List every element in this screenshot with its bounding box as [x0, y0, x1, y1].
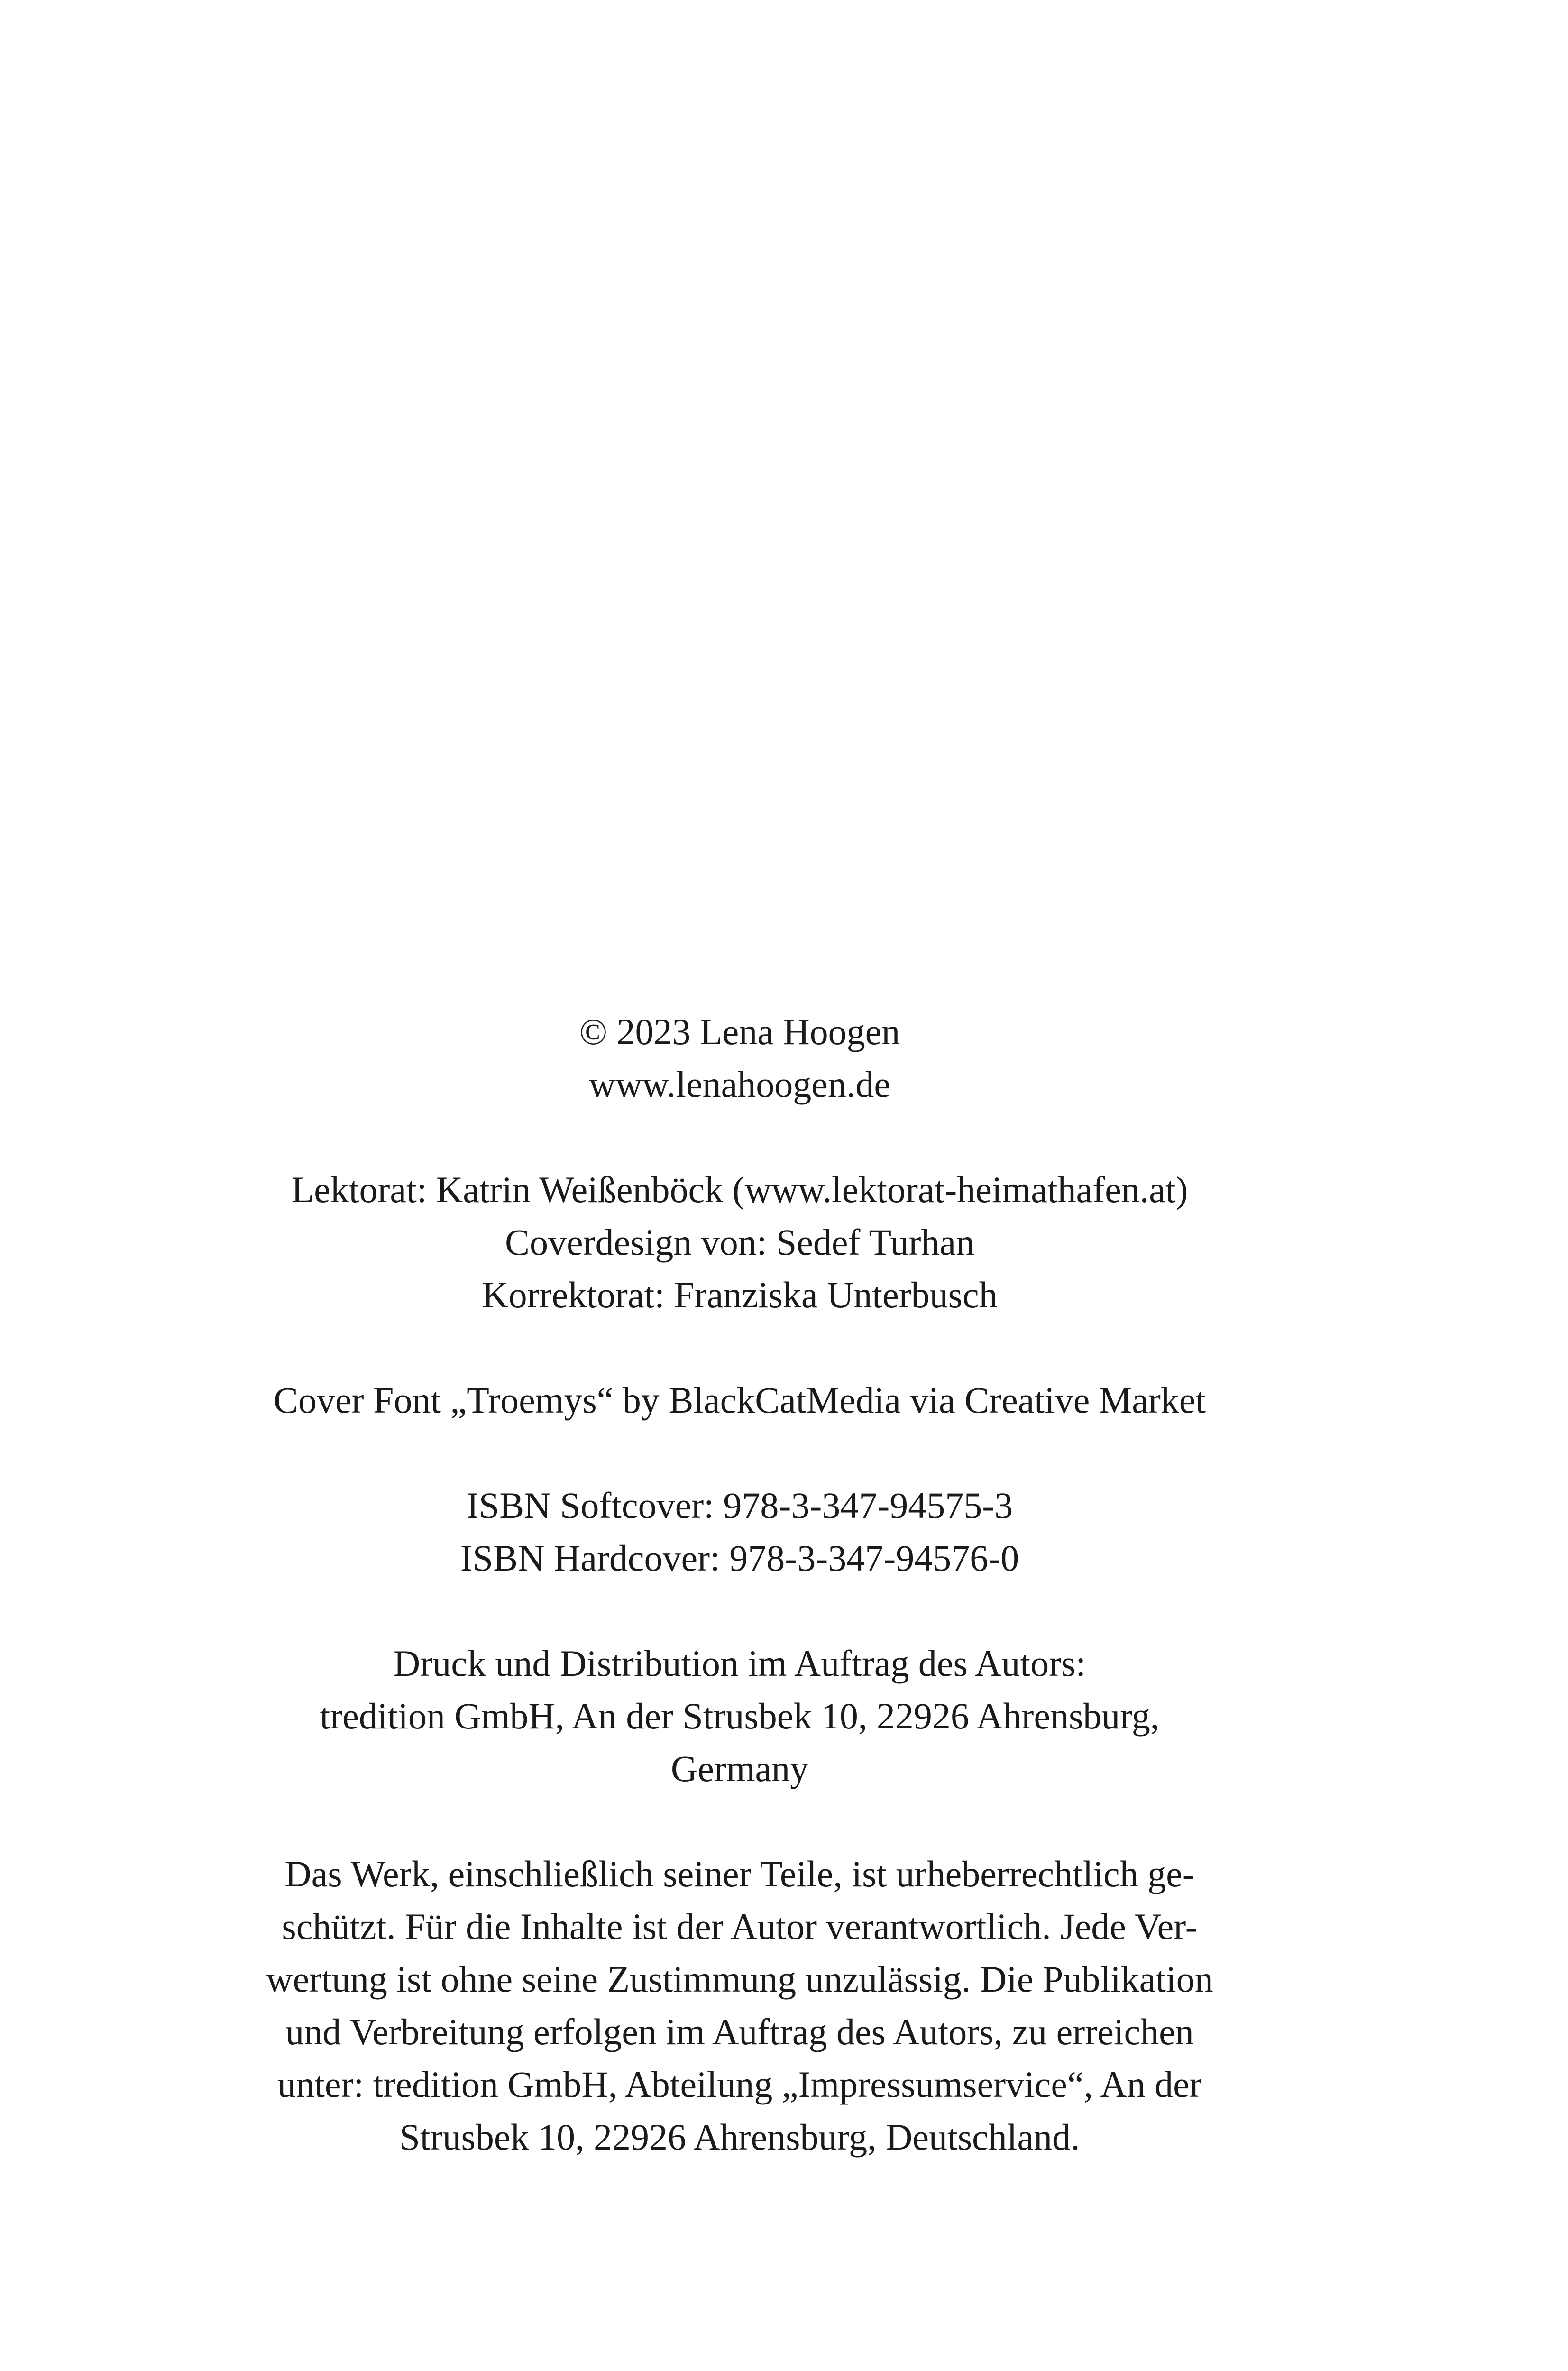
print-distribution-block	[180, 1637, 1299, 1795]
legal-notice	[180, 1847, 1299, 2163]
legal-line: schützt. Für die Inhalte ist der Autor verantwortlich. Jede Ver-	[282, 1906, 1198, 1947]
author-website: www.lenahoogen.de	[588, 1064, 891, 1105]
imprint-page	[180, 1005, 1299, 2163]
font-credit-block	[180, 1374, 1299, 1426]
print-line-1: Druck und Distribution im Auftrag des Autors:	[393, 1643, 1086, 1684]
legal-line: Strusbek 10, 22926 Ahrensburg, Deutschland.	[399, 2116, 1080, 2158]
legal-line: wertung ist ohne seine Zustimmung unzulässig. Die Publikation	[266, 1958, 1213, 2000]
lektorat-credit: Lektorat: Katrin Weißenböck (www.lektorat-heimathafen.at)	[291, 1169, 1188, 1210]
coverdesign-credit: Coverdesign von: Sedef Turhan	[504, 1222, 975, 1263]
cover-font-credit: Cover Font „Troemys“ by BlackCatMedia via Creative Market	[273, 1379, 1206, 1421]
credits-block	[180, 1163, 1299, 1321]
legal-line: unter: tredition GmbH, Abteilung „Impressumservice“, An der	[277, 2064, 1202, 2105]
isbn-hardcover: ISBN Hardcover: 978-3-347-94576-0	[460, 1537, 1019, 1579]
print-line-3: Germany	[670, 1748, 809, 1789]
print-line-2: tredition GmbH, An der Strusbek 10, 22926 Ahrensburg,	[320, 1695, 1160, 1737]
legal-line: und Verbreitung erfolgen im Auftrag des Autors, zu erreichen	[285, 2011, 1194, 2052]
copyright-line: © 2023 Lena Hoogen	[579, 1011, 900, 1052]
isbn-block	[180, 1479, 1299, 1584]
korrektorat-credit: Korrektorat: Franziska Unterbusch	[482, 1274, 998, 1315]
isbn-softcover: ISBN Softcover: 978-3-347-94575-3	[466, 1485, 1013, 1526]
legal-line: Das Werk, einschließlich seiner Teile, ist urheberrechtlich ge-	[284, 1853, 1195, 1894]
copyright-block	[180, 1005, 1299, 1111]
